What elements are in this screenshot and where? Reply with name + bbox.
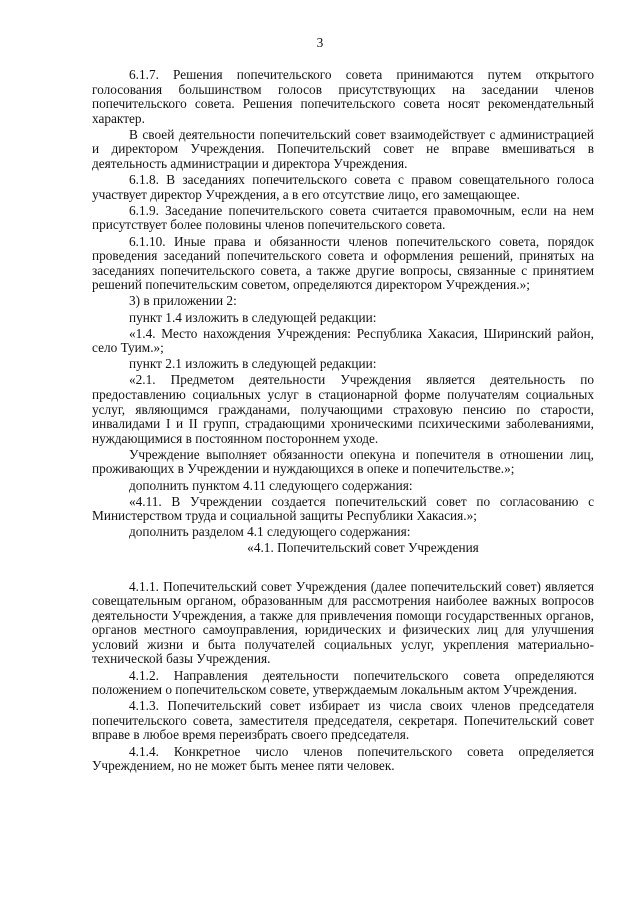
paragraph-point-2-1: «2.1. Предметом деятельности Учреждения является деятельность по предоставлению социальных услуг в стационарной форме получателям социальных услуг, являющимся гражданами, получающими страховую пенсию по старости, инвалидами I и II групп, страдающими хроническими психическими заболеваниями, нуждающимися в постоянном постороннем уходе. bbox=[92, 372, 594, 446]
paragraph-point-2-1-intro: пункт 2.1 изложить в следующей редакции: bbox=[129, 356, 377, 372]
paragraph-point-4-11: «4.11. В Учреждении создается попечительский совет по согласованию с Министерством труда и социальной защиты Республики Хакасия.»; bbox=[92, 493, 594, 524]
page-number: 3 bbox=[316, 35, 324, 50]
paragraph-4-1-2: 4.1.2. Направления деятельности попечительского совета определяются положением о попечительском совете, утверждаемым локальным актом Учреждения. bbox=[92, 667, 594, 698]
section-heading: «4.1. Попечительский совет Учреждения bbox=[247, 540, 479, 556]
paragraph-appendix-2: 3) в приложении 2: bbox=[129, 293, 237, 309]
paragraph-6-1-10: 6.1.10. Иные права и обязанности членов попечительского совета, порядок проведения заседаний попечительского совета и оформления решений, принятых на заседаниях попечительского совета, а также другие вопросы, связанные с принятием решений попечительским советом, определяются директором Учреждения.»; bbox=[92, 233, 594, 293]
document-body bbox=[92, 68, 594, 775]
section-spacer bbox=[92, 558, 594, 580]
paragraph-guardian-duties: Учреждение выполняет обязанности опекуна и попечителя в отношении лиц, проживающих в Учреждении и нуждающихся в опеке и попечительстве.»; bbox=[92, 446, 594, 477]
paragraph-4-1-4: 4.1.4. Конкретное число членов попечительского совета определяется Учреждением, но не может быть менее пяти человек. bbox=[92, 743, 594, 774]
paragraph-section-4-1-intro: дополнить разделом 4.1 следующего содержания: bbox=[129, 524, 411, 540]
paragraph-point-1-4-intro: пункт 1.4 изложить в следующей редакции: bbox=[129, 309, 377, 325]
paragraph-point-4-11-intro: дополнить пунктом 4.11 следующего содержания: bbox=[129, 477, 413, 493]
paragraph-6-1-8: 6.1.8. В заседаниях попечительского совета с правом совещательного голоса участвует директор Учреждения, а в его отсутствие лицо, его замещающее. bbox=[92, 172, 594, 202]
paragraph-point-1-4: «1.4. Место нахождения Учреждения: Республика Хакасия, Ширинский район, село Туим.»; bbox=[92, 325, 594, 356]
paragraph-6-1-9: 6.1.9. Заседание попечительского совета считается правомочным, если на нем присутствует более половины членов попечительского совета. bbox=[92, 202, 594, 233]
paragraph-interaction: В своей деятельности попечительский совет взаимодействует с администрацией и директором Учреждения. Попечительский совет не вправе вмешиваться в деятельность администрации и директора Учреждения. bbox=[92, 126, 594, 172]
paragraph-4-1-1: 4.1.1. Попечительский совет Учреждения (далее попечительский совет) является совещательным органом, образованным для рассмотрения наиболее важных вопросов деятельности Учреждения, а также для привлечения помощи государственных органов, органов местного самоуправления, юридических и физических лиц для улучшения условий жизни и быта получателей социальных услуг, укрепления материально-технической базы Учреждения. bbox=[92, 578, 594, 667]
paragraph-4-1-3: 4.1.3. Попечительский совет избирает из числа своих членов председателя попечительского совета, заместителя председателя, секретаря. Попечительский совет вправе в любое время переизбрать своего председателя. bbox=[92, 698, 594, 743]
paragraph-6-1-7: 6.1.7. Решения попечительского совета принимаются путем открытого голосования большинством голосов присутствующих на заседании членов попечительского совета. Решения попечительского совета носят рекомендательный характер. bbox=[92, 67, 594, 126]
